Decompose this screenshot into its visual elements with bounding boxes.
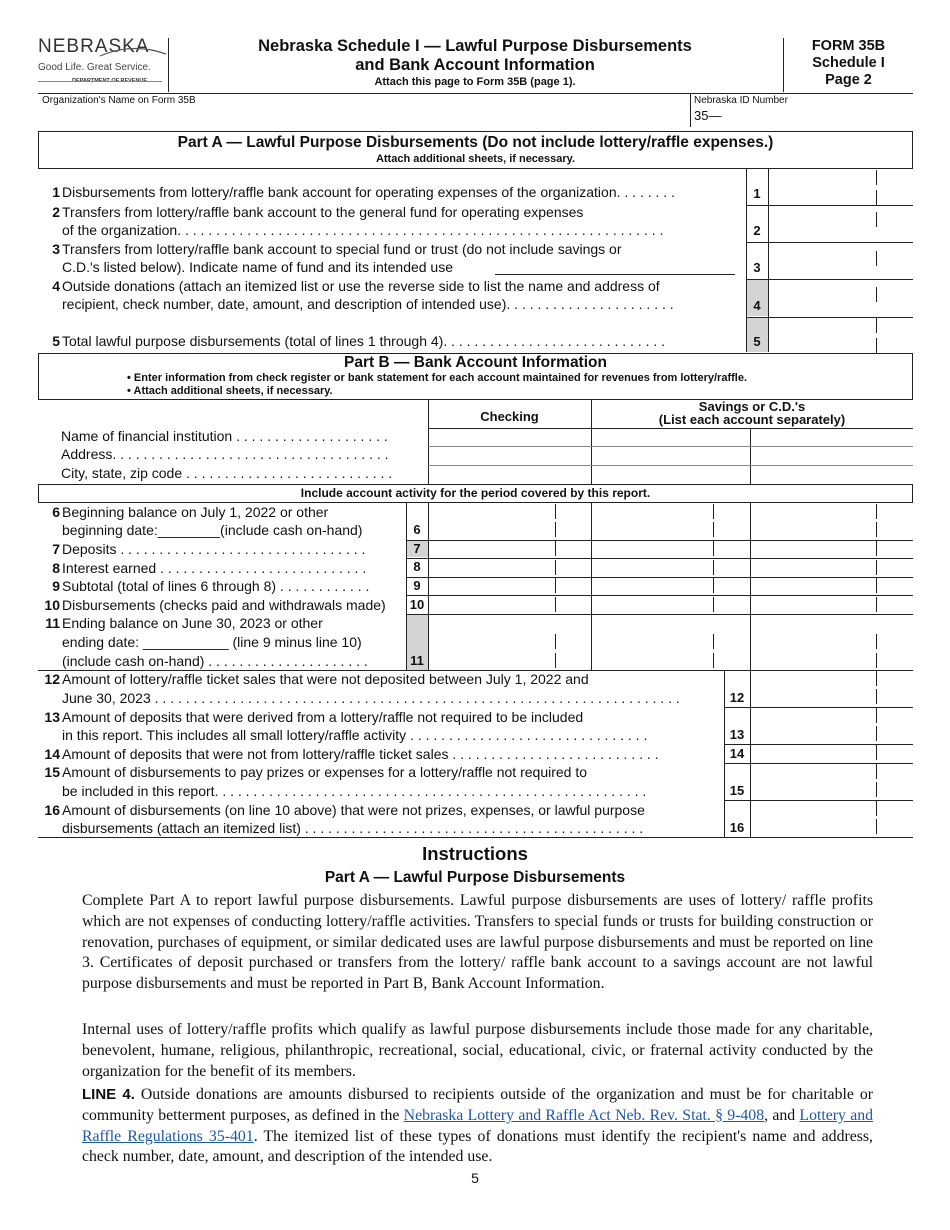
line-11-text-c: (include cash on-hand) . . . . . . . . . . . . . . . . . . . . . [62, 653, 368, 669]
line-6-text-b: beginning date:________(include cash on-hand) [62, 522, 363, 538]
box-5-label: 5 [753, 334, 761, 349]
line-12-amount[interactable] [751, 671, 912, 706]
logo-dept: DEPARTMENT OF REVENUE [72, 78, 148, 84]
p3-text-a: Outside donations are amounts disbursed to recipients outside of the organization and must be for charitable or community betterment purposes, as defined in the [82, 1086, 873, 1124]
part-a-header [38, 131, 913, 169]
page-label: Page 2 [825, 72, 872, 88]
page-number: 5 [471, 1170, 479, 1186]
part-b-bullet-2: • Attach additional sheets, if necessary. [127, 385, 333, 397]
box-16-label: 16 [729, 820, 745, 835]
part-b-title: Part B — Bank Account Information [344, 354, 607, 371]
line-4-text-b: recipient, check number, date, amount, and description of intended use). . . . . . . . . . . . . . . . . . . . . . [62, 296, 674, 312]
line-5-text: 5 Total lawful purpose disbursements (total of lines 1 through 4). . . . . . . . . . . . . . . . . . . . . . . . . . . . . [52, 333, 666, 349]
p3-text-c: . The itemized list of these types of donations must identify the recipient's name and address, check number, date, amount, and description of the intended use. [82, 1127, 873, 1166]
id-number-field[interactable]: 35— [694, 108, 722, 123]
box-9-label: 9 [413, 578, 421, 593]
line-2-text: 2 Transfers from lottery/raffle bank account to the general fund for operating expenses [52, 204, 584, 220]
line-14-amount[interactable] [751, 745, 912, 762]
form-id-block [786, 38, 911, 89]
form-title [170, 36, 780, 90]
box-11-label: 11 [410, 653, 424, 668]
line-3-text-b: C.D.'s listed below). Indicate name of fund and its intended use [62, 259, 454, 275]
institution-address-label: Address. . . . . . . . . . . . . . . . . . . . . . . . . . . . . . . . . . . . [61, 446, 389, 462]
logo-wordmark: NEBRASKA [38, 36, 150, 57]
col-checking-header: Checking [480, 409, 539, 424]
instructions-subtitle: Part A — Lawful Purpose Disbursements [324, 869, 626, 886]
savings-balance-grid-2[interactable] [751, 504, 912, 670]
instructions-paragraph-1: Complete Part A to report lawful purpose disbursements. Lawful purpose disbursements are uses of lottery/ raffle profits which are not expenses of conducting lottery/raffle activities. Transfers to special funds or trusts for building construction or renovation, purchases of equipment, or similar dedicated uses are lawful purpose disbursements and must be reported on line 3. Certificates of deposit purchased or transfers from the lottery/ raffle bank account to a savings account are not lawful purpose disbursements and must be reported in Part B, Bank Account Information. [82, 892, 873, 993]
part-b-header [38, 353, 913, 400]
line-4-amount[interactable] [769, 280, 912, 316]
line-7-text: 7 Deposits . . . . . . . . . . . . . . . . . . . . . . . . . . . . . . . . [52, 541, 366, 557]
box-1-label: 1 [753, 186, 761, 201]
line-13-text: 13 Amount of deposits that were derived from a lottery/raffle not required to be included [44, 709, 584, 725]
account-activity-banner [38, 484, 913, 503]
line-10-text: 10 Disbursements (checks paid and withdrawals made) [44, 597, 386, 613]
line-14-text: 14 Amount of deposits that were not from lottery/raffle ticket sales . . . . . . . . . . . . . . . . . . . . . . . . . . . [44, 746, 659, 762]
part-a-sub: Attach additional sheets, if necessary. [375, 153, 576, 165]
line-5-amount[interactable] [769, 318, 912, 352]
title-line-2: and Bank Account Information [355, 56, 595, 74]
col-savings-title: Savings or C.D.'s [698, 399, 806, 414]
line-3-text: 3 Transfers from lottery/raffle bank account to special fund or trust (do not include savings or [52, 241, 622, 257]
schedule-label: Schedule I [812, 55, 885, 71]
line-13-amount[interactable] [751, 708, 912, 743]
box-3-label: 3 [753, 260, 761, 275]
id-number-label: Nebraska ID Number [694, 95, 788, 106]
line-2-amount[interactable] [769, 206, 912, 241]
line-15-text: 15 Amount of disbursements to pay prizes or expenses for a lottery/raffle not required to [44, 764, 588, 780]
line-2-text-b: of the organization. . . . . . . . . . . . . . . . . . . . . . . . . . . . . . . . . . . . . . . . . . . . . . . . . . . . . . . . . . . . . . . [62, 222, 664, 238]
instructions-title: Instructions [422, 843, 528, 864]
box-8-label: 8 [413, 559, 421, 574]
form-number: FORM 35B [811, 38, 886, 54]
line-15-amount[interactable] [751, 764, 912, 799]
line-11-text: 11 Ending balance on June 30, 2023 or other [45, 615, 323, 631]
lottery-act-link[interactable]: Nebraska Lottery and Raffle Act Neb. Rev. Stat. § 9-408 [403, 1106, 765, 1124]
line-4-text: 4 Outside donations (attach an itemized list or use the reverse side to list the name and address of [52, 278, 660, 294]
box-4-label: 4 [753, 298, 761, 313]
part-b-bullet-1: • Enter information from check register or bank statement for each account maintained for revenues from lottery/raffle. [127, 372, 748, 384]
account-activity-text: Include account activity for the period covered by this report. [300, 486, 651, 500]
instructions-paragraph-3 [82, 1085, 873, 1168]
line-11-text-b: ending date: ___________ (line 9 minus line 10) [62, 634, 362, 650]
box-13-label: 13 [729, 727, 745, 742]
line-16-text-b: disbursements (attach an itemized list) . . . . . . . . . . . . . . . . . . . . . . . . . . . . . . . . . . . . . . . . . . . . [62, 820, 644, 836]
box-10-label: 10 [409, 597, 425, 612]
institution-city-label: City, state, zip code . . . . . . . . . . . . . . . . . . . . . . . . . . . [61, 465, 393, 481]
line-13-text-b: in this report. This includes all small lottery/raffle activity . . . . . . . . . . . . . . . . . . . . . . . . . . . . . . . [62, 727, 648, 743]
org-name-label: Organization's Name on Form 35B [42, 95, 196, 106]
nebraska-logo [38, 36, 166, 92]
line-8-text: 8 Interest earned . . . . . . . . . . . . . . . . . . . . . . . . . . . [52, 560, 367, 576]
col-savings-header [592, 400, 912, 426]
line-12-text: 12 Amount of lottery/raffle ticket sales that were not deposited between July 1, 2022 and [44, 671, 589, 687]
box-2-label: 2 [753, 223, 761, 238]
regulations-link[interactable]: Lottery and Raffle Regulations 35-401 [82, 1106, 874, 1145]
line-16-text: 16 Amount of disbursements (on line 10 above) that were not prizes, expenses, or lawful purpose [44, 802, 645, 818]
line-16-amount[interactable] [751, 801, 912, 836]
line-15-text-b: be included in this report. . . . . . . . . . . . . . . . . . . . . . . . . . . . . . . . . . . . . . . . . . . . . . . . . . . . . . . . [62, 783, 647, 799]
box-14-label: 14 [729, 746, 745, 761]
org-name-field[interactable] [42, 107, 682, 127]
line-1-amount[interactable] [769, 170, 912, 204]
p3-text-b: , and [764, 1106, 800, 1124]
institution-name-label: Name of financial institution . . . . . . . . . . . . . . . . . . . . [61, 428, 388, 444]
attach-note: Attach this page to Form 35B (page 1). [374, 76, 576, 88]
line-9-text: 9 Subtotal (total of lines 6 through 8) . . . . . . . . . . . . [52, 578, 370, 594]
logo-swoosh-icon [98, 44, 168, 60]
box-6-label: 6 [413, 522, 421, 537]
line-3-amount[interactable] [769, 243, 912, 278]
title-line-1: Nebraska Schedule I — Lawful Purpose Disbursements [258, 37, 692, 55]
savings-balance-grid-1[interactable] [592, 504, 749, 670]
part-a-title: Part A — Lawful Purpose Disbursements (Do not include lottery/raffle expenses.) [177, 134, 774, 151]
fund-name-field[interactable] [495, 258, 735, 275]
line-12-text-b: June 30, 2023 . . . . . . . . . . . . . . . . . . . . . . . . . . . . . . . . . . . . . . . . . . . . . . . . . . . . . . . . . . . . . . . . . . . . [62, 690, 680, 706]
box-15-label: 15 [729, 783, 745, 798]
line-4-label: LINE 4. [82, 1086, 135, 1103]
box-12-label: 12 [729, 690, 745, 705]
line-6-text: 6 Beginning balance on July 1, 2022 or other [52, 504, 329, 520]
box-7-label: 7 [413, 541, 421, 556]
logo-tagline: Good Life. Great Service. [38, 62, 151, 73]
checking-balance-grid[interactable] [429, 504, 590, 670]
col-savings-sub: (List each account separately) [658, 412, 846, 427]
instructions-paragraph-2: Internal uses of lottery/raffle profits which qualify as lawful purpose disbursements include those made for any charitable, benevolent, humane, religious, philanthropic, recreational, social, educational, civic, or fraternal activity conducted by the organization for the benefit of its members. [82, 1021, 873, 1080]
line-1-text: 1 Disbursements from lottery/raffle bank account for operating expenses of the organization. . . . . . . . [52, 184, 675, 200]
